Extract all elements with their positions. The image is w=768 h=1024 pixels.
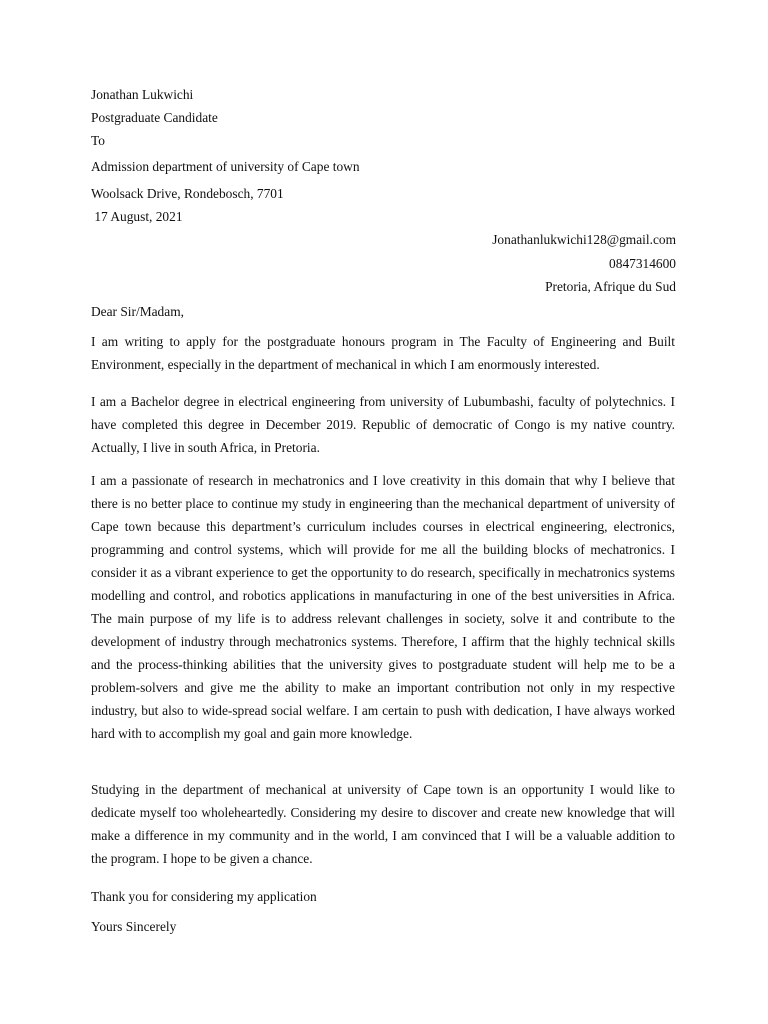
contact-phone: 0847314600 [609,256,676,271]
to-label: To [91,133,105,148]
paragraph-conclusion: Studying in the department of mechanical at university of Cape town is an opportunity I would like to dedicate myself too wholeheartedly. Considering my desire to discover and create new knowledge that will make a difference in my community and in the world, I am convinced that I will be a valuable addition to the program. I hope to be given a chance. [91,782,675,866]
recipient-department: Admission department of university of Cape town [91,159,360,174]
salutation: Dear Sir/Madam, [91,304,184,319]
paragraph-intro: I am writing to apply for the postgraduate honours program in The Faculty of Engineering and Built Environment, especially in the department of mechanical in which I am enormously interested. [91,334,675,372]
recipient-address: Woolsack Drive, Rondebosch, 7701 [91,186,284,201]
contact-email: Jonathanlukwichi128@gmail.com [492,232,676,247]
paragraph-background: I am a Bachelor degree in electrical engineering from university of Lubumbashi, faculty of polytechnics. I have completed this degree in December 2019. Republic of democratic of Congo is my native country. Actually, I live in south Africa, in Pretoria. [91,394,675,455]
sender-name: Jonathan Lukwichi [91,87,194,102]
letter-date: 17 August, 2021 [91,209,183,224]
closing-thanks: Thank you for considering my application [91,889,317,904]
sender-title: Postgraduate Candidate [91,110,218,125]
closing-signoff: Yours Sincerely [91,919,177,934]
contact-location: Pretoria, Afrique du Sud [545,279,676,294]
paragraph-motivation: I am a passionate of research in mechatronics and I love creativity in this domain that why I believe that there is no better place to continue my study in engineering than the mechanical department of university of Cape town because this department’s curriculum includes courses in electrical engineering, electronics, programming and control systems, which will provide for me all the building blocks of mechatronics. I consider it as a vibrant experience to get the opportunity to do research, specifically in mechatronics systems modelling and control, and robotics applications in manufacturing in one of the best universities in Africa. The main purpose of my life is to address relevant challenges in society, solve it and contribute to the development of industry through mechatronics systems. Therefore, I affirm that the highly technical skills and the process-thinking abilities that the university gives to postgraduate student will help me to be a problem-solvers and give me the ability to make an important contribution not only in my respective industry, but also to wide-spread social welfare. I am certain to push with dedication, I have always worked hard with to accomplish my goal and gain more knowledge. [91,473,675,741]
